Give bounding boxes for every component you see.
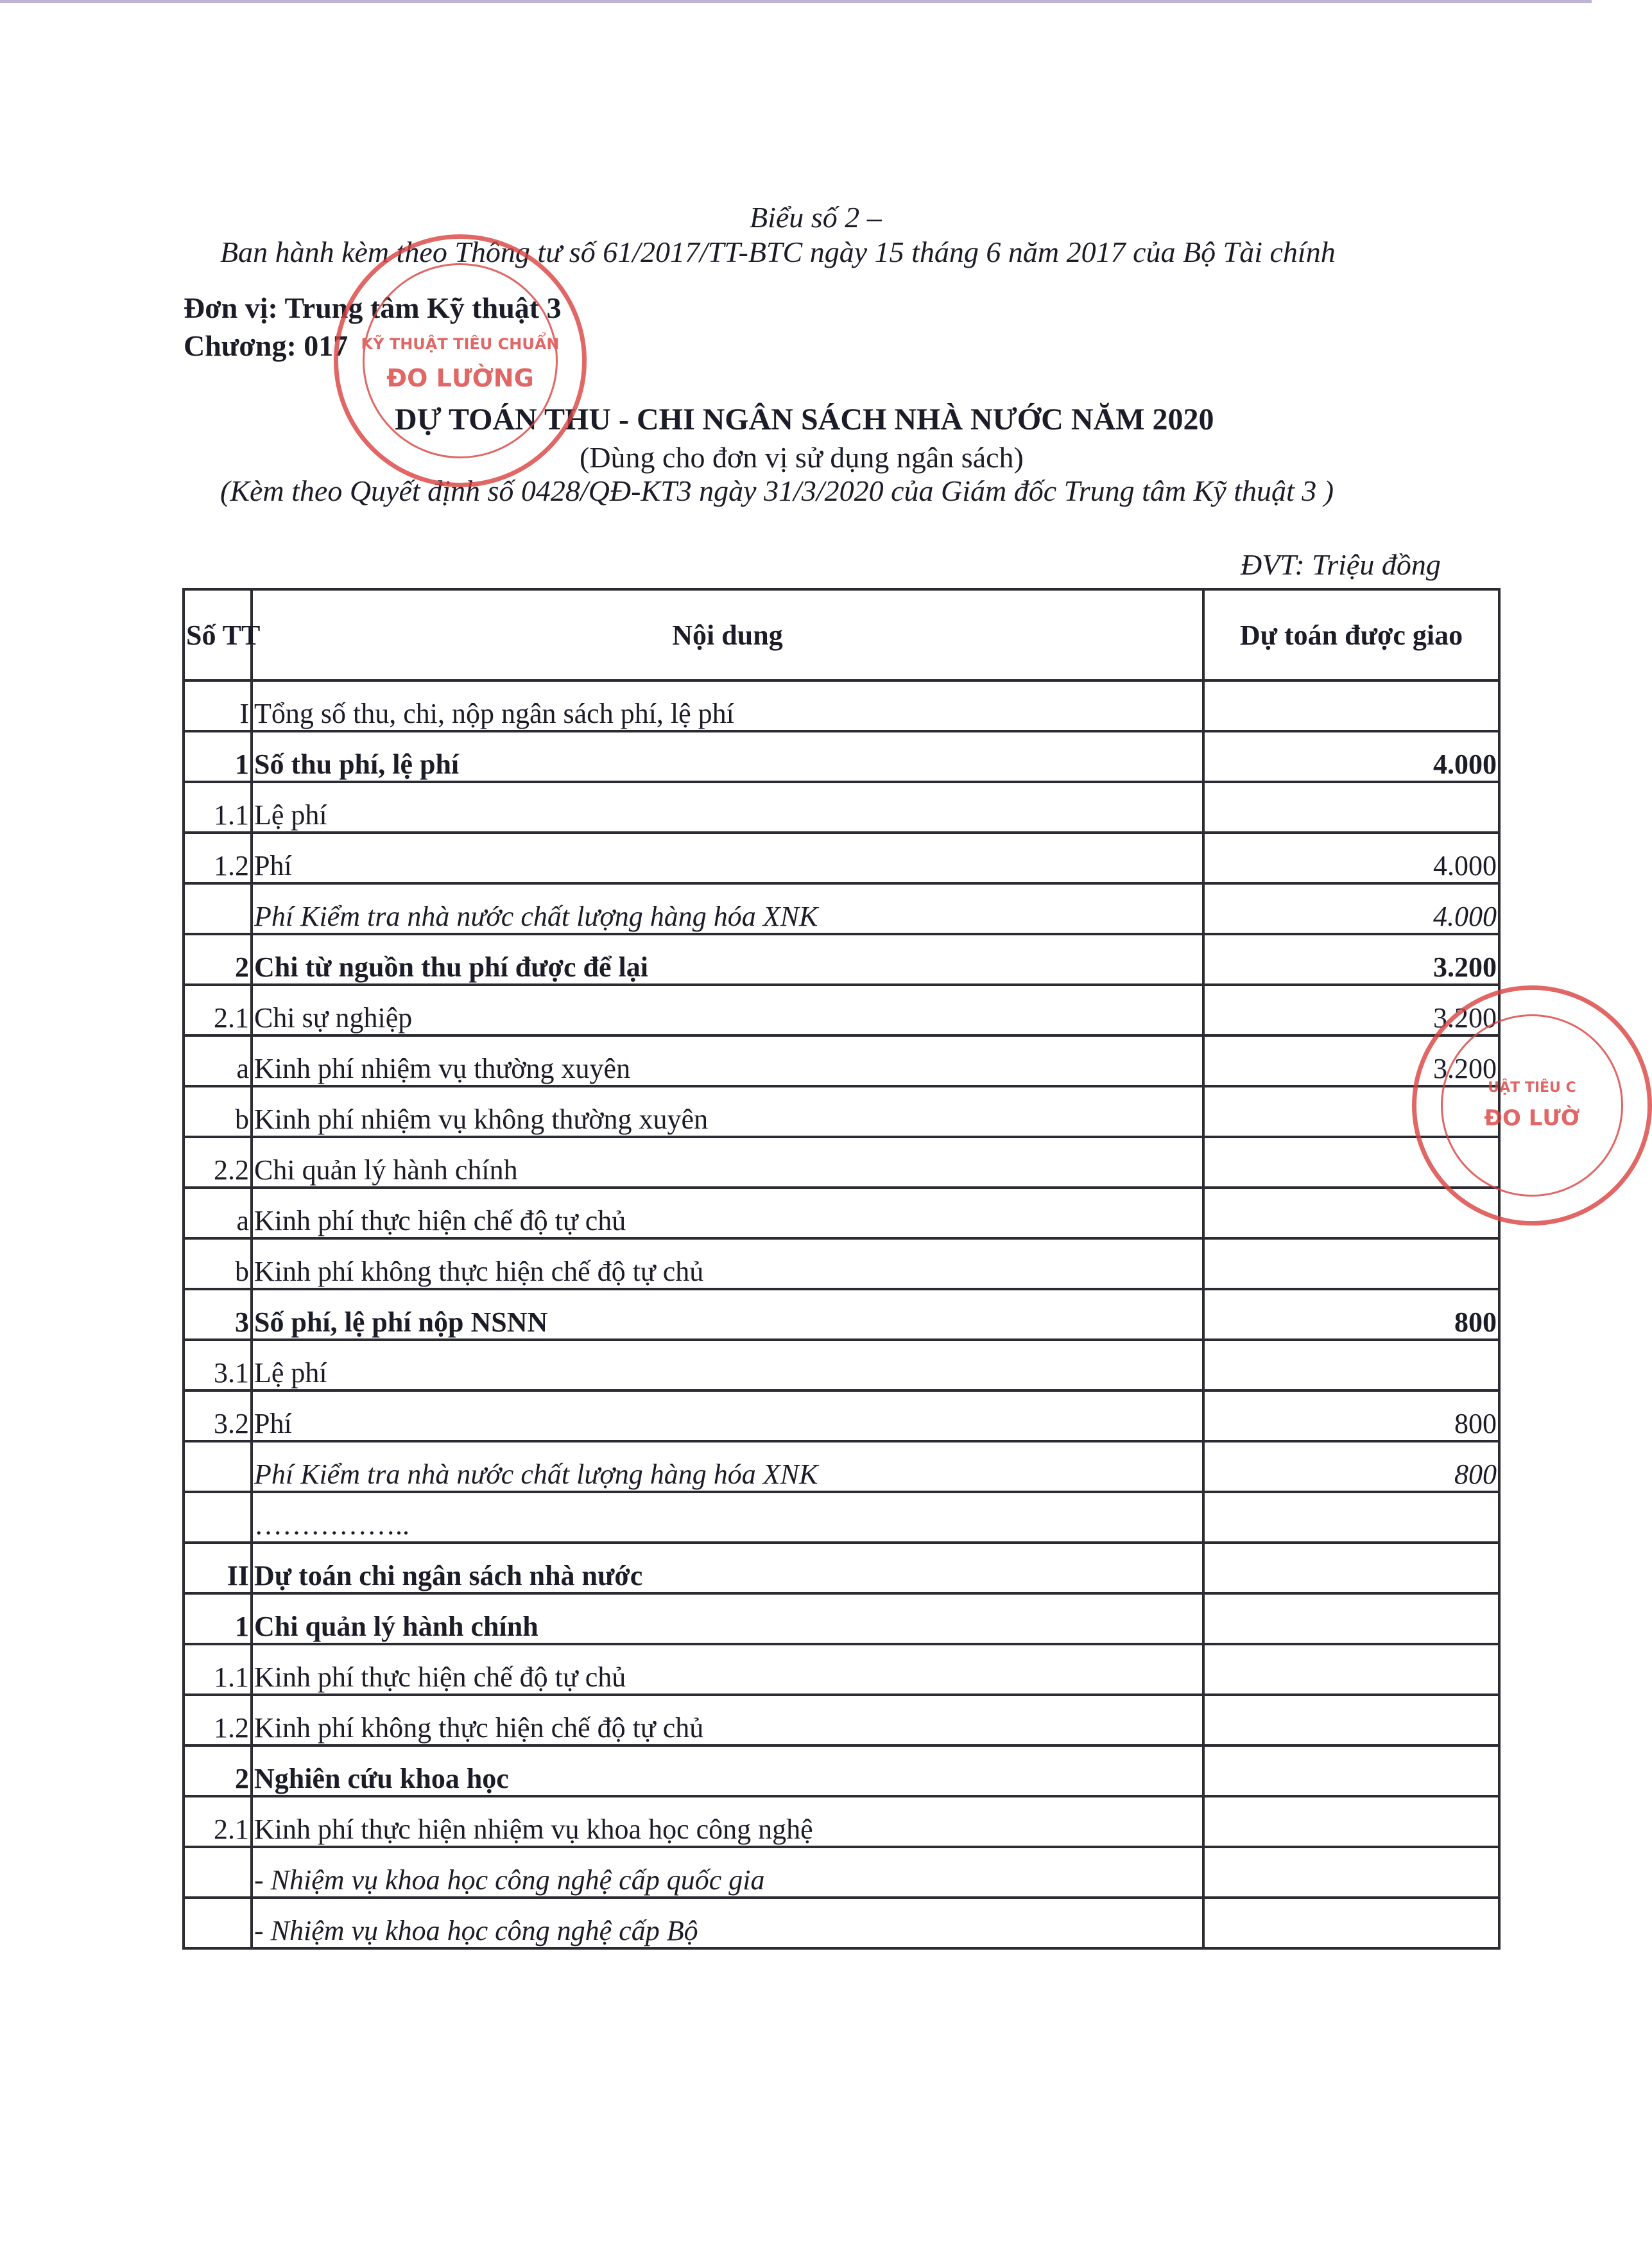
row-amount: [1203, 1898, 1499, 1948]
row-number: 1.1: [184, 1644, 252, 1695]
row-amount: 800: [1203, 1289, 1499, 1340]
official-seal-stamp-margin: [1412, 985, 1652, 1226]
official-seal-stamp: [334, 234, 587, 487]
form-number: Biểu số 2 –: [750, 201, 882, 234]
row-amount: [1203, 782, 1499, 833]
row-content: Kinh phí nhiệm vụ thường xuyên: [252, 1035, 1203, 1086]
row-number: 2: [184, 934, 252, 985]
table-row: [184, 1796, 1499, 1847]
row-content: Chi quản lý hành chính: [252, 1137, 1203, 1188]
budget-table: [182, 588, 1501, 1950]
table-row: [184, 1644, 1499, 1695]
row-number: 1: [184, 1593, 252, 1644]
page-title: DỰ TOÁN THU - CHI NGÂN SÁCH NHÀ NƯỚC NĂM 2020: [395, 403, 1214, 437]
row-amount: 4.000: [1203, 883, 1499, 934]
row-number: 2.2: [184, 1137, 252, 1188]
table-row: [184, 1289, 1499, 1340]
header-content: Nội dung: [252, 589, 1203, 680]
table-row: [184, 1441, 1499, 1492]
table-row: [184, 680, 1499, 731]
row-number: 1.1: [184, 782, 252, 833]
row-content: Phí Kiểm tra nhà nước chất lượng hàng hóa XNK: [252, 1441, 1203, 1492]
row-number: [184, 883, 252, 934]
row-number: b: [184, 1238, 252, 1289]
regulation-reference: Ban hành kèm theo Thông tư số 61/2017/TT-BTC ngày 15 tháng 6 năm 2017 của Bộ Tài chính: [220, 236, 1336, 268]
table-row: [184, 1137, 1499, 1188]
decision-reference: (Kèm theo Quyết định số 0428/QĐ-KT3 ngày 31/3/2020 của Giám đốc Trung tâm Kỹ thuật 3 ): [220, 474, 1334, 507]
row-number: [184, 1847, 252, 1898]
row-number: [184, 1492, 252, 1543]
row-number: 3.1: [184, 1340, 252, 1390]
row-number: a: [184, 1188, 252, 1238]
row-content: Phí: [252, 1390, 1203, 1441]
row-content: Kinh phí thực hiện nhiệm vụ khoa học công nghệ: [252, 1796, 1203, 1847]
table-row: [184, 1035, 1499, 1086]
unit-name: Đơn vị: Trung tâm Kỹ thuật 3: [184, 291, 562, 324]
row-amount: [1203, 680, 1499, 731]
unit-of-measure: ĐVT: Triệu đồng: [1241, 548, 1441, 581]
top-edge-line: [0, 0, 1592, 3]
table-row: [184, 731, 1499, 782]
page-subtitle: (Dùng cho đơn vị sử dụng ngân sách): [580, 441, 1024, 474]
row-amount: [1203, 1492, 1499, 1543]
seal-text-line: ĐO LƯỜNG: [386, 364, 534, 392]
row-amount: [1203, 1238, 1499, 1289]
row-number: a: [184, 1035, 252, 1086]
header-amount: Dự toán được giao: [1203, 589, 1499, 680]
table-row: [184, 1898, 1499, 1948]
table-row: [184, 1492, 1499, 1543]
row-content: Lệ phí: [252, 782, 1203, 833]
row-number: 3.2: [184, 1390, 252, 1441]
row-number: 1.2: [184, 833, 252, 883]
row-content: Kinh phí nhiệm vụ không thường xuyên: [252, 1086, 1203, 1137]
row-amount: [1203, 1695, 1499, 1745]
row-content: Số thu phí, lệ phí: [252, 731, 1203, 782]
seal-inner-ring: [363, 263, 558, 458]
row-content: - Nhiệm vụ khoa học công nghệ cấp Bộ: [252, 1898, 1203, 1948]
table-row: [184, 1695, 1499, 1745]
seal-text-line: KỸ THUẬT TIÊU CHUẨN: [361, 335, 560, 353]
row-content: Chi sự nghiệp: [252, 985, 1203, 1035]
row-amount: [1203, 1796, 1499, 1847]
row-content: Phí Kiểm tra nhà nước chất lượng hàng hóa XNK: [252, 883, 1203, 934]
row-content: Kinh phí thực hiện chế độ tự chủ: [252, 1188, 1203, 1238]
row-amount: [1203, 1644, 1499, 1695]
row-content: Kinh phí không thực hiện chế độ tự chủ: [252, 1238, 1203, 1289]
table-row: [184, 1745, 1499, 1796]
row-number: 3: [184, 1289, 252, 1340]
row-content: Chi từ nguồn thu phí được để lại: [252, 934, 1203, 985]
row-number: 2.1: [184, 985, 252, 1035]
row-number: 2.1: [184, 1796, 252, 1847]
row-content: Chi quản lý hành chính: [252, 1593, 1203, 1644]
table-row: [184, 883, 1499, 934]
table-row: [184, 1086, 1499, 1137]
row-number: [184, 1898, 252, 1948]
table-row: [184, 1847, 1499, 1898]
row-number: b: [184, 1086, 252, 1137]
seal-text-line: ĐO LƯỜ: [1484, 1105, 1580, 1131]
row-amount: 800: [1203, 1441, 1499, 1492]
table-body: [184, 680, 1499, 1948]
seal-text-line: UẬT TIÊU C: [1488, 1080, 1576, 1096]
row-content: Số phí, lệ phí nộp NSNN: [252, 1289, 1203, 1340]
row-amount: [1203, 1745, 1499, 1796]
row-number: [184, 1441, 252, 1492]
header-no: Số TT: [184, 589, 252, 680]
row-content: ……………..: [252, 1492, 1203, 1543]
row-number: I: [184, 680, 252, 731]
row-content: Dự toán chi ngân sách nhà nước: [252, 1543, 1203, 1593]
row-number: II: [184, 1543, 252, 1593]
row-amount: [1203, 1543, 1499, 1593]
table-header-row: [184, 589, 1499, 680]
row-amount: 3.200: [1203, 934, 1499, 985]
row-number: 1: [184, 731, 252, 782]
table-row: [184, 1390, 1499, 1441]
table-row: [184, 1238, 1499, 1289]
table-row: [184, 934, 1499, 985]
row-amount: [1203, 1847, 1499, 1898]
table-row: [184, 782, 1499, 833]
table-row: [184, 833, 1499, 883]
row-amount: [1203, 1593, 1499, 1644]
table-row: [184, 1593, 1499, 1644]
row-amount: 4.000: [1203, 731, 1499, 782]
table-row: [184, 985, 1499, 1035]
row-amount: [1203, 1340, 1499, 1390]
row-content: Phí: [252, 833, 1203, 883]
table-row: [184, 1340, 1499, 1390]
row-amount: 4.000: [1203, 833, 1499, 883]
row-content: Lệ phí: [252, 1340, 1203, 1390]
chapter-code: Chương: 017: [184, 329, 348, 362]
row-number: 1.2: [184, 1695, 252, 1745]
row-content: Tổng số thu, chi, nộp ngân sách phí, lệ phí: [252, 680, 1203, 731]
row-amount: 3.200: [1203, 1035, 1499, 1086]
row-content: Nghiên cứu khoa học: [252, 1745, 1203, 1796]
row-amount: 3.200: [1203, 985, 1499, 1035]
table-row: [184, 1188, 1499, 1238]
row-content: - Nhiệm vụ khoa học công nghệ cấp quốc gia: [252, 1847, 1203, 1898]
row-number: 2: [184, 1745, 252, 1796]
row-content: Kinh phí thực hiện chế độ tự chủ: [252, 1644, 1203, 1695]
row-content: Kinh phí không thực hiện chế độ tự chủ: [252, 1695, 1203, 1745]
row-amount: 800: [1203, 1390, 1499, 1441]
table-row: [184, 1543, 1499, 1593]
